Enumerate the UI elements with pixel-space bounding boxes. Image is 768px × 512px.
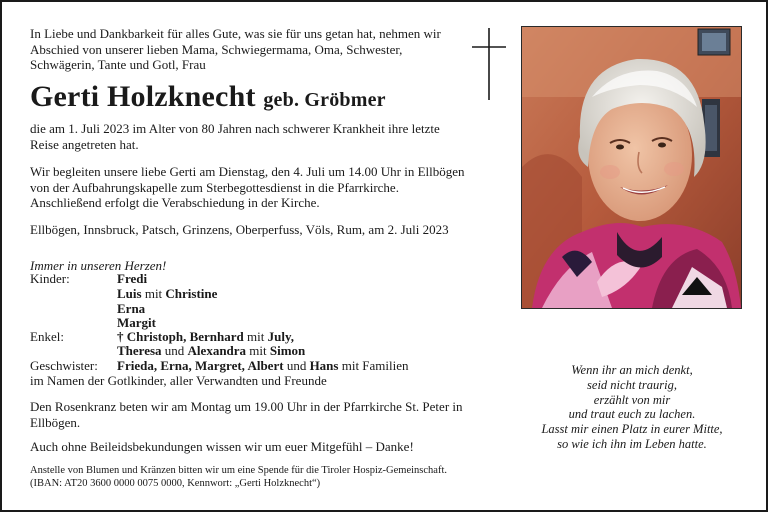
connector-word: mit — [247, 329, 265, 344]
poem — [512, 363, 752, 452]
grandchildren-row-2 — [30, 344, 500, 359]
funeral-text: Wir begleiten unsere liebe Gerti am Dienstag, den 4. Juli um 14.00 Uhr in Ellbögen von der Aufbahrungskapelle zum Sterbegottesdienst in die Pfarrkirche. Anschließend erfolgt die Verabschiedung in der Kirche. — [30, 164, 465, 211]
siblings-row — [30, 359, 500, 374]
connector-word: und — [164, 343, 185, 358]
poem-line: erzählt von mir — [593, 392, 671, 407]
partner-name: Christine — [165, 286, 218, 301]
connector-word: mit — [144, 286, 163, 301]
death-notice-text: die am 1. Juli 2023 im Alter von 80 Jahren nach schwerer Krankheit ihre letzte Reise angetreten hat. — [30, 121, 440, 152]
siblings-label: Geschwister: — [30, 358, 98, 373]
deceased-name: Gerti Holzknecht — [30, 80, 256, 113]
connector-word: mit — [249, 343, 267, 358]
motto-text: Immer in unseren Herzen! — [30, 258, 167, 273]
child-name: Margit — [117, 315, 156, 330]
poem-line: Lasst mir einen Platz in eurer Mitte, — [541, 422, 723, 437]
grandchildren-label: Enkel: — [30, 329, 64, 344]
portrait-photo — [521, 26, 742, 309]
children-row-2 — [30, 287, 500, 302]
child-name: Fredi — [117, 271, 148, 286]
partner-name: Simon — [269, 343, 306, 358]
grandchild-name: Theresa — [117, 343, 162, 358]
children-label: Kinder: — [30, 271, 70, 286]
poem-line: so wie ich ihn im Leben hatte. — [557, 436, 707, 451]
thanks-text: Auch ohne Beileidsbekundungen wissen wir um euer Mitgefühl – Danke! — [30, 439, 414, 454]
child-name: Erna — [117, 301, 146, 316]
deceased-name-line — [30, 80, 386, 114]
donation-footer: Anstelle von Blumen und Kränzen bitten wir um eine Spende für die Tiroler Hospiz-Gemeinschaft. (IBAN: AT20 3600 0000 0075 0000, Kennwort: „Gerti Holzknecht“) — [30, 465, 447, 489]
child-name: Luis — [117, 286, 142, 301]
gotl-line: im Namen der Gotlkinder, aller Verwandten und Freunde — [30, 373, 327, 388]
children-row-3 — [30, 302, 500, 317]
maiden-name: geb. Gröbmer — [263, 89, 386, 111]
children-row-1 — [30, 272, 500, 287]
grandchild-names: † Christoph, Bernhard — [117, 329, 244, 344]
siblings-tail: mit Familien — [341, 358, 409, 373]
poem-line: seid nicht traurig, — [587, 377, 677, 392]
portrait-illustration — [522, 27, 741, 308]
sibling-names: Frieda, Erna, Margret, Albert — [117, 358, 284, 373]
sibling-name: Hans — [309, 358, 339, 373]
poem-line: und traut euch zu lachen. — [568, 407, 696, 422]
rosary-text: Den Rosenkranz beten wir am Montag um 19.00 Uhr in der Pfarrkirche St. Peter in Ellbögen. — [30, 399, 463, 430]
cross-icon — [470, 28, 508, 100]
intro-text: In Liebe und Dankbarkeit für alles Gute, was sie für uns getan hat, nehmen wir Abschied von unserer lieben Mama, Schwiegermama, Oma, Schwester, Schwägerin, Tante und Gotl, Frau — [30, 26, 441, 73]
poem-line: Wenn ihr an mich denkt, — [571, 363, 693, 377]
grandchild-name: Alexandra — [187, 343, 247, 358]
partner-name: July, — [267, 329, 294, 344]
place-date-text: Ellbögen, Innsbruck, Patsch, Grinzens, Oberperfuss, Völs, Rum, am 2. Juli 2023 — [30, 222, 449, 237]
connector-word: und — [286, 358, 307, 373]
